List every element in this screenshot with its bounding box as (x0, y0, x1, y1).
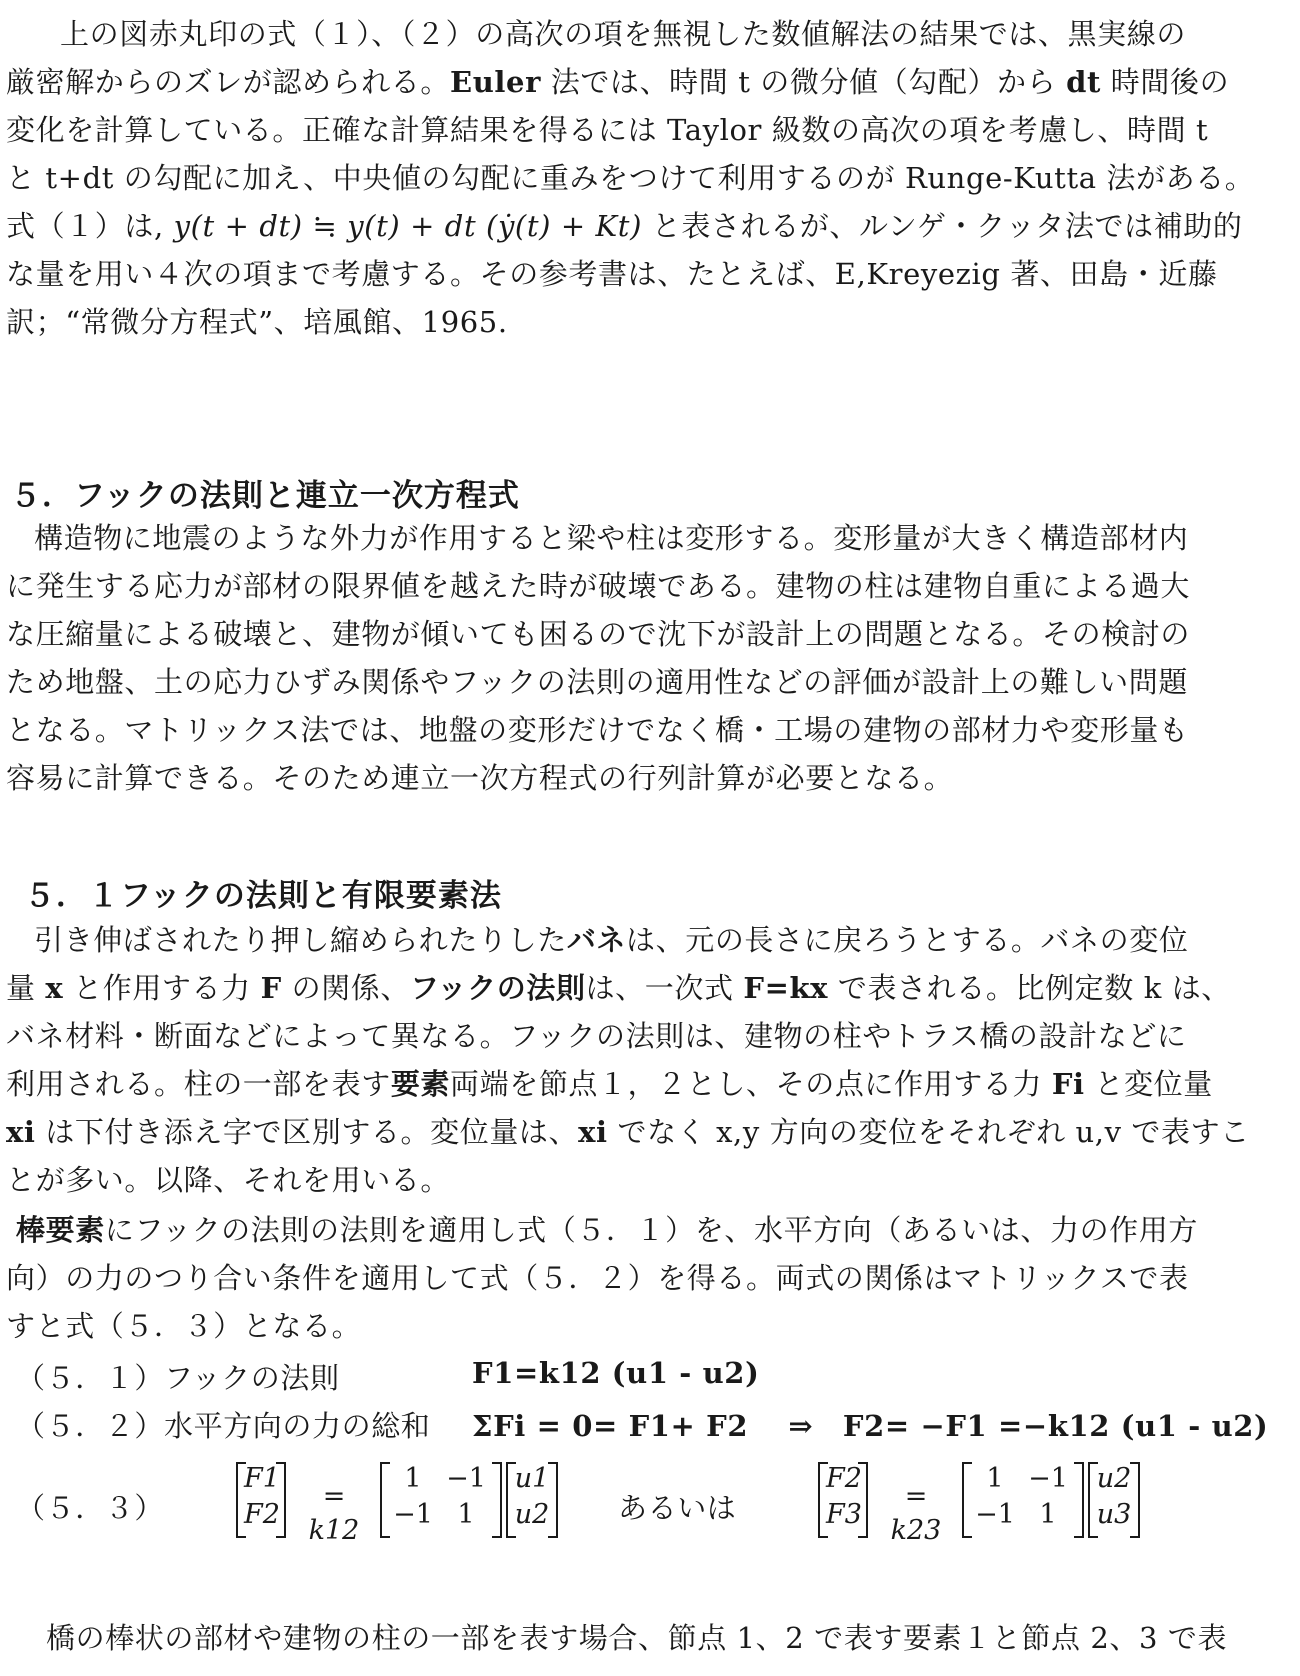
m11: 1 (986, 1463, 1004, 1494)
bracket-right (1130, 1462, 1140, 1538)
bracket-right (548, 1462, 558, 1538)
section-5-line-3: な圧縮量による破壊と、建物が傾いても困るので沈下が設計上の問題となる。その検討の (6, 617, 1191, 651)
bracket-left (962, 1462, 972, 1538)
m11: 1 (404, 1463, 422, 1494)
element-term: 要素 (390, 1067, 451, 1101)
text-run: でなく x,y 方向の変位をそれぞれ u,v で表すこ (607, 1115, 1250, 1149)
equation-5-3-label: （５．３） (16, 1491, 165, 1525)
text-run: 法では、時間 t の微分値（勾配）から (540, 65, 1067, 99)
section-5-1-heading: ５．１フックの法則と有限要素法 (24, 878, 502, 914)
section-5-1-p1-line-2 (6, 968, 1231, 1008)
equation-5-1-label: （５．１）フックの法則 (16, 1361, 340, 1395)
xi-term: xi (578, 1115, 608, 1149)
text-run: は下付き添え字で区別する。変位量は、 (35, 1115, 579, 1149)
text-run: にフックの法則の法則を適用し式（５．１）を、水平方向（あるいは、力の作用方 (104, 1213, 1198, 1247)
m22: 1 (1039, 1499, 1057, 1530)
section-5-line-4: ため地盤、土の応力ひずみ関係やフックの法則の適用性などの評価が設計上の難しい問題 (6, 665, 1188, 699)
euler-paragraph-line-3: 変化を計算している。正確な計算結果を得るには Taylor 級数の高次の項を考慮し、時間 t (6, 113, 1209, 147)
section-5-1-p1-line-5 (6, 1112, 1250, 1152)
section-5-heading: ５．フックの法則と連立一次方程式 (10, 478, 520, 514)
section-5-1-p1-line-6: とが多い。以降、それを用いる。 (6, 1163, 451, 1197)
euler-paragraph-line-6: な量を用い４次の項まで考慮する。その参考書は、たとえば、E,Kreyezig 著、田島・近藤 (6, 257, 1218, 291)
section-5-line-6: 容易に計算できる。そのため連立一次方程式の行列計算が必要となる。 (6, 761, 954, 795)
spring-term: バネ (566, 923, 627, 957)
text-run: は、元の長さに戻ろうとする。バネの変位 (626, 923, 1189, 957)
euler-paragraph-line-2 (6, 62, 1230, 102)
section-5-line-2: に発生する応力が部材の限界値を越えた時が破壊である。建物の柱は建物自重による過大 (6, 569, 1191, 603)
euler-paragraph-line-7: 訳；“常微分方程式”、培風館、1965. (6, 305, 508, 339)
lhs-top: F2 (826, 1463, 862, 1494)
lhs-top: F1 (244, 1463, 280, 1494)
xi-term: xi (6, 1115, 36, 1149)
bar-element-term: 棒要素 (16, 1213, 105, 1247)
section-5-1-p2-line-2: 向）の力のつり合い条件を適用して式（５．２）を得る。両式の関係はマトリックスで表 (6, 1261, 1189, 1295)
euler-paragraph-line-1: 上の図赤丸印の式（１）、（２）の高次の項を無視した数値解法の結果では、黒実線の (60, 17, 1186, 51)
vector-top: u2 (1096, 1463, 1132, 1494)
text-run: 式（１）は, (6, 209, 174, 243)
vector-bottom: u3 (1096, 1499, 1132, 1530)
section-5-1-p1-line-1 (34, 920, 1189, 960)
coefficient: = k12 (308, 1481, 360, 1546)
vector-top: u1 (514, 1463, 550, 1494)
text-run: と変位量 (1084, 1067, 1213, 1101)
final-line: 橋の棒状の部材や建物の柱の一部を表す場合、節点 1、2 で表す要素１と節点 2、3 で表 (46, 1621, 1228, 1655)
fi-term: Fi (1051, 1067, 1085, 1101)
m21: −1 (393, 1499, 433, 1530)
bracket-right (858, 1462, 868, 1538)
text-run: と作用する力 (63, 971, 261, 1005)
m12: −1 (1028, 1463, 1068, 1494)
bracket-right (492, 1462, 502, 1538)
text-run: 利用される。柱の一部を表す (6, 1067, 391, 1101)
euler-paragraph-line-5 (6, 206, 1243, 246)
equation-5-2 (0, 1404, 1300, 1444)
m12: −1 (446, 1463, 486, 1494)
text-run: 引き伸ばされたり押し縮められたりした (34, 923, 567, 957)
text-run: 両端を節点１，２とし、その点に作用する力 (450, 1067, 1052, 1101)
equation-5-2-label: （５．２）水平方向の力の総和 (16, 1409, 431, 1443)
equation-5-3-label-row (0, 1486, 200, 1526)
equation-5-1-body: F1=k12 (u1 - u2) (472, 1356, 760, 1390)
text-run: 量 (6, 971, 46, 1005)
hookes-law-term: フックの法則 (409, 971, 586, 1005)
bracket-right (1074, 1462, 1084, 1538)
euler-formula: y(t + dt) ≒ y(t) + dt (ẏ(t) + Kt) (173, 209, 642, 243)
lhs-bottom: F3 (826, 1499, 862, 1530)
section-5-1-p1-line-4 (6, 1064, 1213, 1104)
coefficient: = k23 (890, 1481, 942, 1546)
m22: 1 (457, 1499, 475, 1530)
bracket-right (276, 1462, 286, 1538)
f-term: F (260, 971, 282, 1005)
text-run: は、一次式 (585, 971, 744, 1005)
text-run: 厳密解からのズレが認められる。 (6, 65, 451, 99)
text-run: の関係、 (281, 971, 410, 1005)
section-5-1-p2-line-3: すと式（５．３）となる。 (6, 1309, 362, 1343)
equation-5-2-body: ΣFi = 0= F1+ F2 ⇒ F2= −F1 =−k12 (u1 - u2) (472, 1409, 1269, 1443)
text-run: で表される。比例定数 k は、 (828, 971, 1231, 1005)
vector-bottom: u2 (514, 1499, 550, 1530)
bracket-left (380, 1462, 390, 1538)
section-5-line-1: 構造物に地震のような外力が作用すると梁や柱は変形する。変形量が大きく構造部材内 (34, 521, 1189, 555)
m21: −1 (975, 1499, 1015, 1530)
section-5-line-5: となる。マトリックス法では、地盤の変形だけでなく橋・工場の建物の部材力や変形量も (6, 713, 1189, 747)
section-5-1-p2-line-1 (16, 1210, 1198, 1250)
fkx-formula: F=kx (743, 971, 829, 1005)
lhs-bottom: F2 (244, 1499, 280, 1530)
matrix-equation-a (236, 1462, 566, 1546)
euler-term: Euler (450, 65, 541, 99)
dt-term: dt (1066, 65, 1101, 99)
text-run: 時間後の (1100, 65, 1230, 99)
euler-paragraph-line-4: と t+dt の勾配に加え、中央値の勾配に重みをつけて利用するのが Runge-Kutta 法がある。 (6, 161, 1255, 195)
section-5-1-p1-line-3: バネ材料・断面などによって異なる。フックの法則は、建物の柱やトラス橋の設計などに (6, 1019, 1187, 1053)
x-term: x (45, 971, 64, 1005)
equation-5-1 (0, 1356, 1300, 1396)
matrix-equation-b (818, 1462, 1148, 1546)
or-text: あるいは (618, 1491, 737, 1525)
text-run: と表されるが、ルンゲ・クッタ法では補助的 (641, 209, 1243, 243)
